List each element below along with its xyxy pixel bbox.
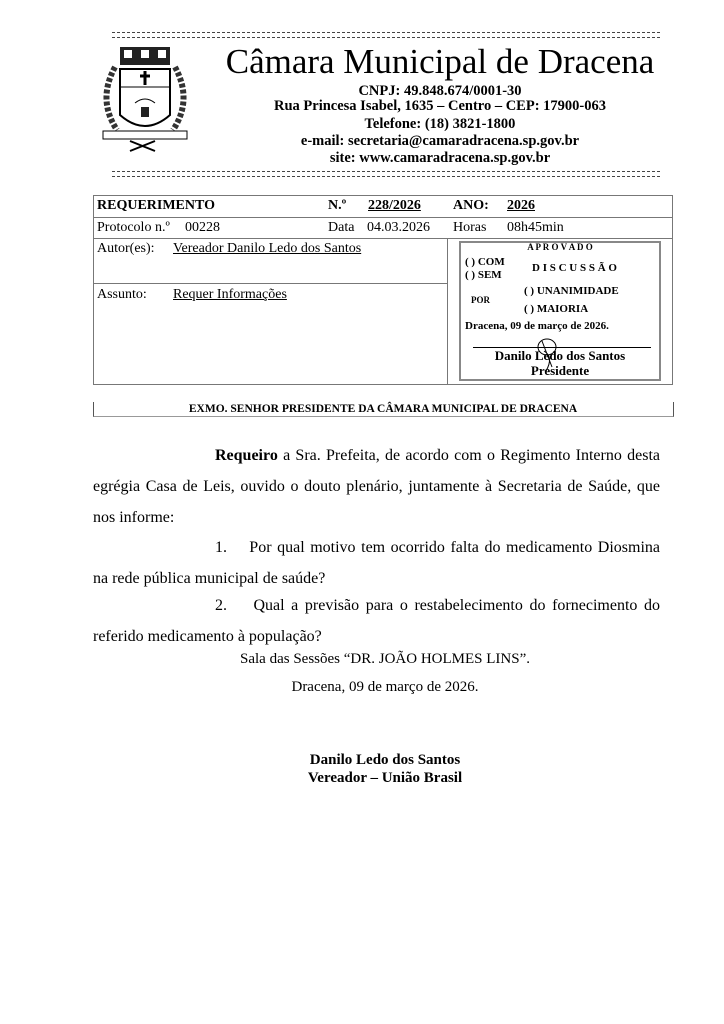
item-text: Por qual motivo tem ocorrido falta do medicamento Diosmina na rede pública municipal de saúde? — [93, 539, 661, 587]
address: Rua Princesa Isabel, 1635 – Centro – CEP: 17900-063 — [273, 98, 606, 114]
hours-label: Horas — [453, 220, 487, 235]
subject-label: Assunto: — [97, 287, 147, 302]
approval-date: Dracena, 09 de março de 2026. — [465, 320, 609, 332]
approval-role: Presidente — [530, 363, 590, 378]
coat-of-arms-logo — [95, 45, 195, 153]
closing-date: Dracena, 09 de março de 2026. — [291, 679, 479, 695]
date-label: Data — [328, 220, 355, 235]
chamber-title: Câmara Municipal de Dracena — [225, 42, 655, 81]
item-number: 2. — [215, 597, 227, 614]
without-discussion-option: ( ) SEM — [465, 269, 502, 281]
item-2 — [93, 590, 660, 652]
intro-text: a Sra. Prefeita, de acordo com o Regimento Interno desta egrégia Casa de Leis, ouvido o douto plenário, juntamente à Secretaria de Saúde, que nos informe: — [93, 447, 660, 526]
number-label: N.º — [328, 198, 347, 213]
approval-signer: Danilo Ledo dos Santos — [494, 348, 626, 363]
phone: Telefone: (18) 3821-1800 — [364, 116, 516, 132]
majority-option: ( ) MAIORIA — [524, 303, 589, 315]
lead-word: Requeiro — [215, 447, 278, 464]
discussion-label: D I S C U S S Ã O — [532, 262, 617, 274]
por-label: POR — [471, 295, 490, 305]
intro-paragraph — [93, 440, 660, 533]
protocol-label: Protocolo n.º — [97, 220, 170, 235]
date: 04.03.2026 — [367, 220, 430, 235]
unanimity-option: ( ) UNANIMIDADE — [524, 285, 619, 297]
with-discussion-option: ( ) COM — [465, 256, 505, 268]
year: 2026 — [507, 198, 535, 213]
item-number: 1. — [215, 539, 227, 556]
signer-name: Danilo Ledo dos Santos — [309, 752, 461, 768]
signer-role: Vereador – União Brasil — [307, 770, 463, 786]
session-room: Sala das Sessões “DR. JOÃO HOLMES LINS”. — [240, 651, 530, 667]
site: site: www.camaradracena.sp.gov.br — [329, 150, 551, 166]
protocol: 00228 — [185, 220, 220, 235]
item-1 — [93, 532, 660, 594]
approved-title: A P R O V A D O — [527, 242, 593, 252]
author: Vereador Danilo Ledo dos Santos — [173, 241, 362, 256]
author-label: Autor(es): — [97, 241, 155, 256]
header-top-divider — [112, 32, 660, 38]
email: e-mail: secretaria@camaradracena.sp.gov.br — [300, 133, 580, 149]
cnpj: CNPJ: 49.848.674/0001-30 — [358, 83, 522, 99]
hours: 08h45min — [507, 220, 564, 235]
header-bottom-divider — [112, 171, 660, 177]
year-label: ANO: — [453, 198, 489, 213]
number: 228/2026 — [368, 198, 421, 213]
addressee: EXMO. SENHOR PRESIDENTE DA CÂMARA MUNICIPAL DE DRACENA — [188, 403, 578, 415]
form-type: REQUERIMENTO — [97, 198, 215, 213]
subject: Requer Informações — [173, 287, 287, 302]
item-text: Qual a previsão para o restabelecimento do fornecimento do referido medicamento à população? — [93, 597, 661, 645]
